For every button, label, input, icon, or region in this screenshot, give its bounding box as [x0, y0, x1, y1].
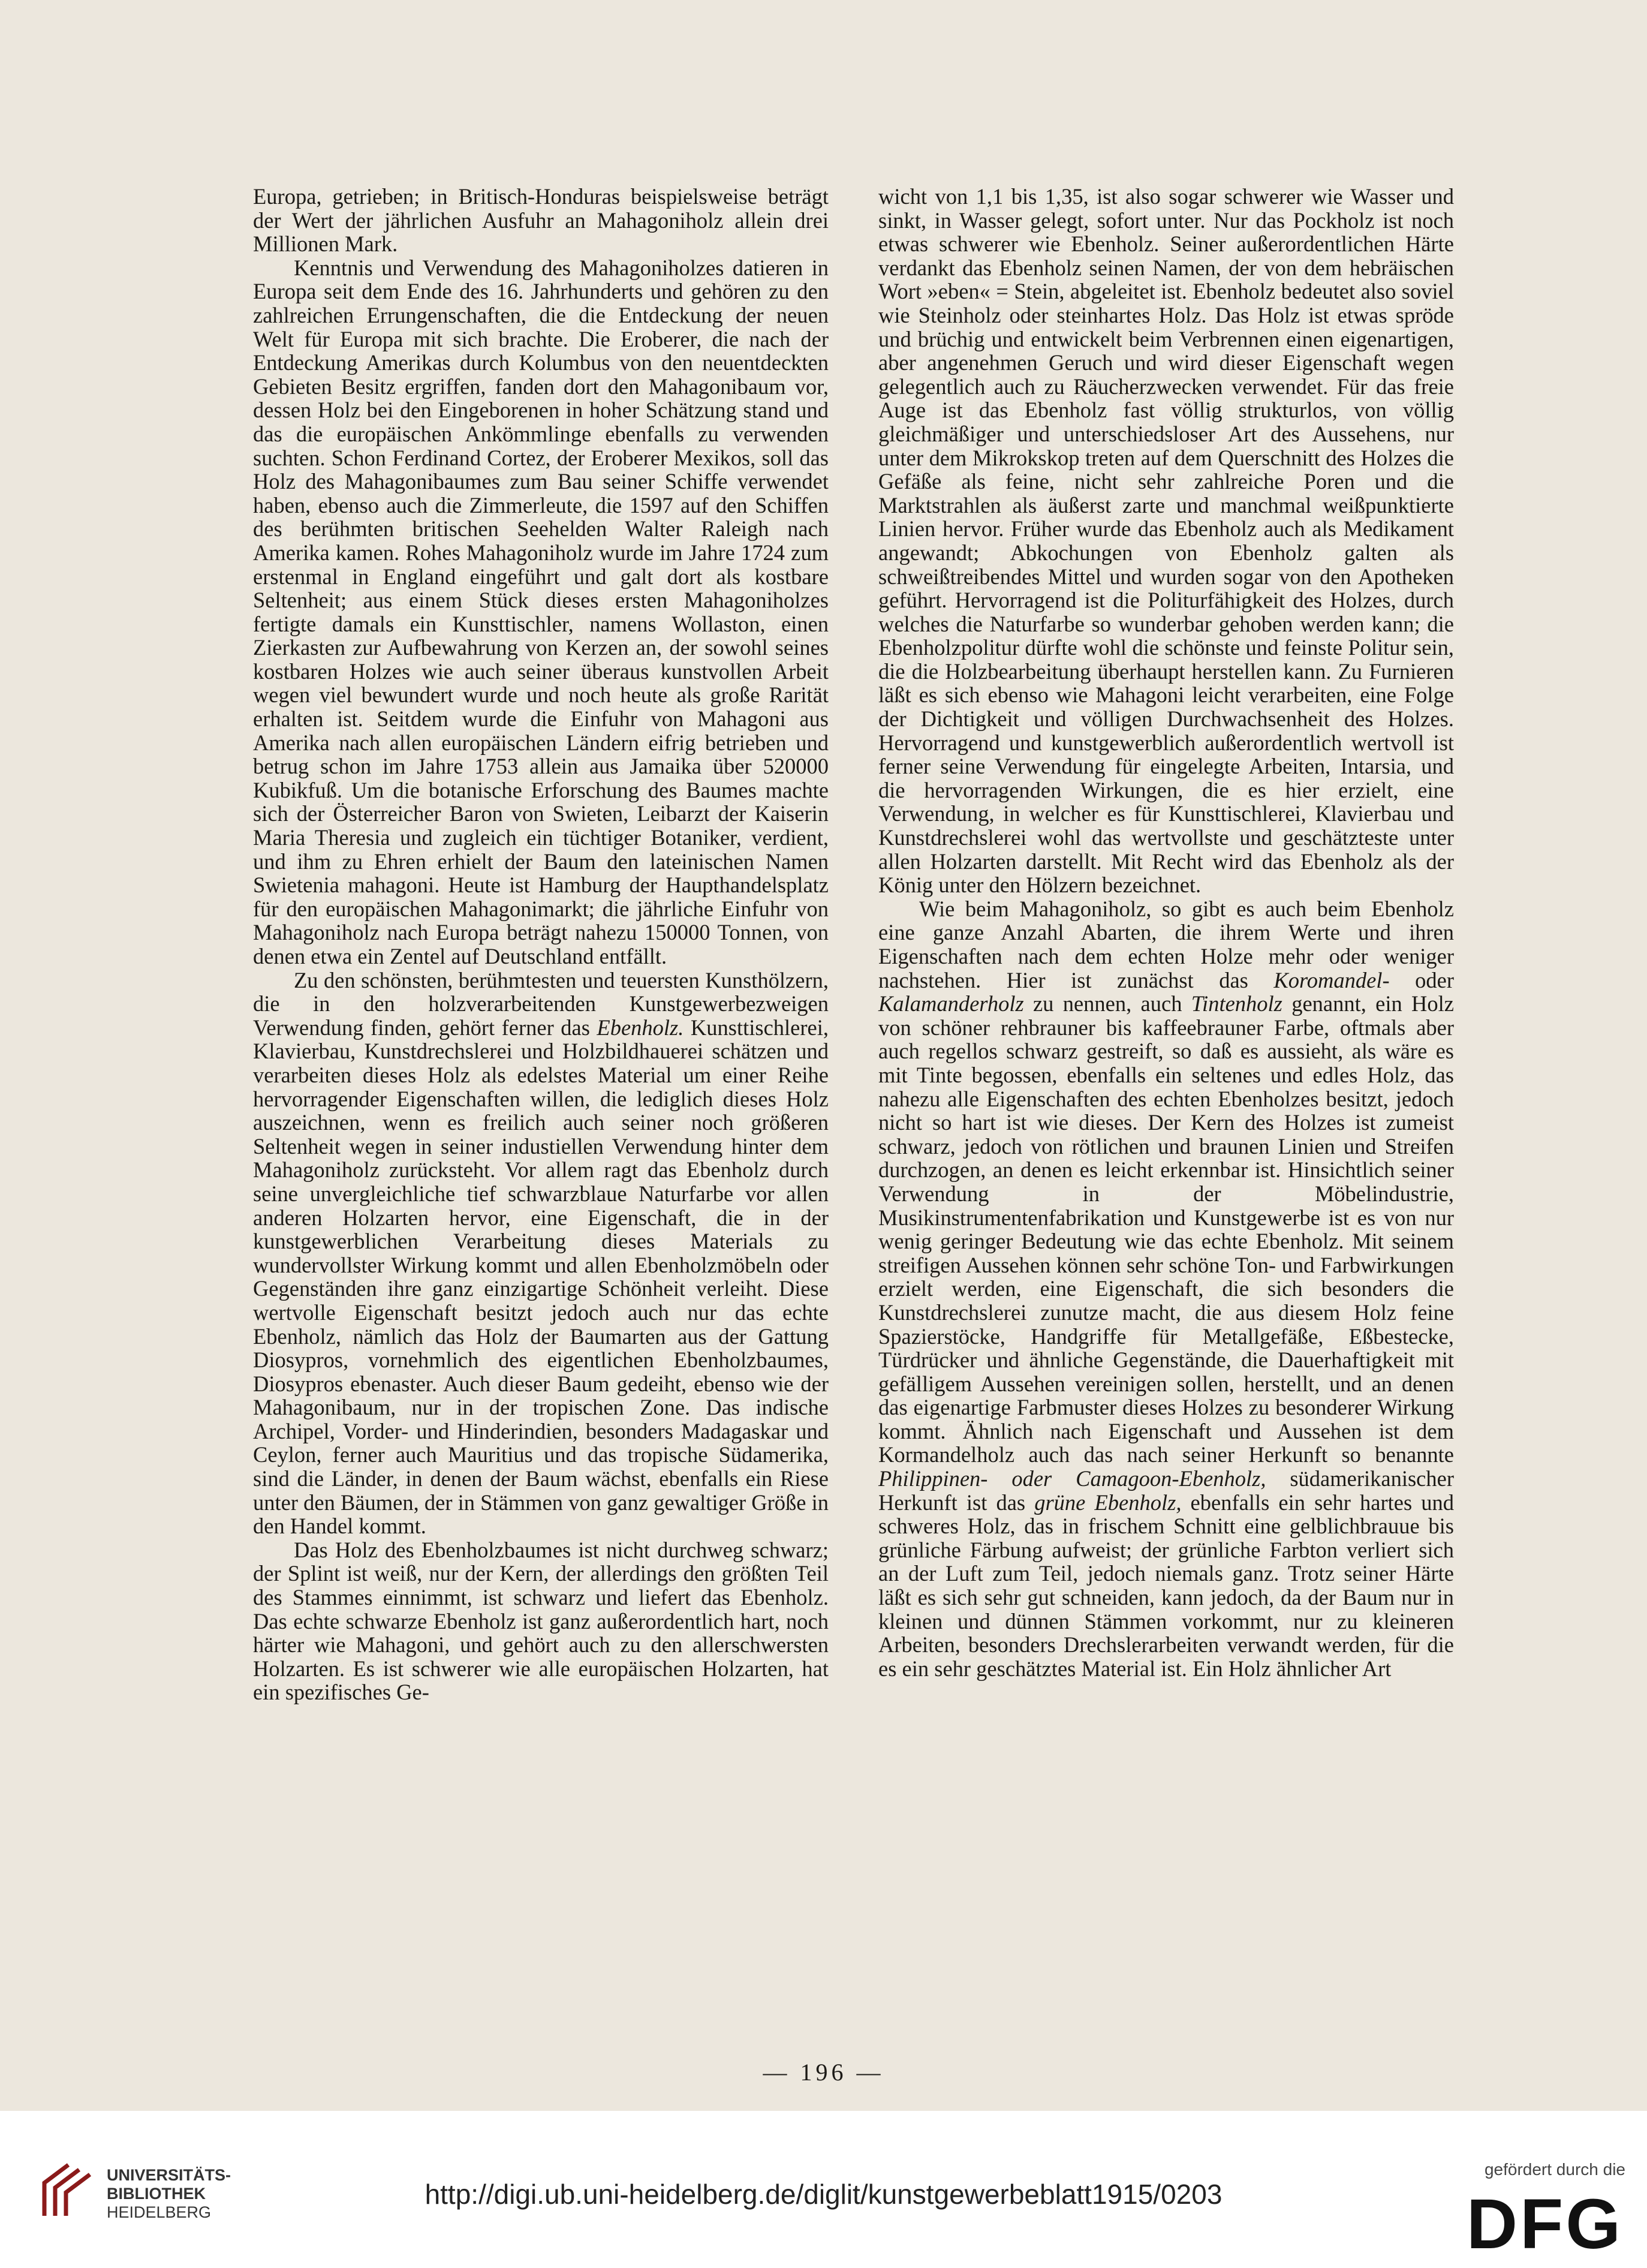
- paragraph: Zu den schönsten, berühmtesten und teuersten Kunsthölzern, die in den holzverarbeitenden Kunstgewerbezweigen Verwendung finden, gehört ferner das Ebenholz. Kunsttischlerei, Klavierbau, Kunstdrechslerei und Holzbildhauerei schätzen und verarbeiten dieses Holz als edelstes Material um einer Reihe hervorragender Eigenschaften willen, die lediglich dieses Holz auszeichnen, wenn es freilich auch seiner noch größeren Seltenheit wegen in seiner industiellen Verwendung hinter dem Mahagoniholz zurücksteht. Vor allem ragt das Ebenholz durch seine unvergleichliche tief schwarzblaue Naturfarbe vor allen anderen Holzarten hervor, eine Eigenschaft, die in der kunstgewerblichen Verarbeitung dieses Materials zu wundervollster Wirkung kommt und allen Ebenholzmöbeln oder Gegenständen ihre ganz einzigartige Schönheit verleiht. Diese wertvolle Eigenschaft besitzt jedoch auch nur das echte Ebenholz, nämlich das Holz der Baumarten aus der Gattung Diosypros, vornehmlich des eigentlichen Ebenholzbaumes, Diosypros ebenaster. Auch dieser Baum gedeiht, ebenso wie der Mahagonibaum, nur in der tropischen Zone. Das indische Archipel, Vorder- und Hinderindien, besonders Madagaskar und Ceylon, ferner auch Mauritius und das tropische Südamerika, sind die Länder, in denen der Baum wächst, ebenfalls ein Riese unter den Bäumen, der in Stämmen von ganz gewaltiger Größe in den Handel kommt.: [253, 967, 829, 1539]
- library-name-line: HEIDELBERG: [107, 2203, 212, 2221]
- digitization-footer: [0, 2111, 1647, 2268]
- left-text-column: [253, 185, 829, 1704]
- library-name-line: BIBLIOTHEK: [107, 2185, 206, 2203]
- paragraph: Kenntnis und Verwendung des Mahagoniholzes datieren in Europa seit dem Ende des 16. Jahrhunderts und gehören zu den zahlreichen Errungenschaften, die die Entdeckung der neuen Welt für Europa mit sich brachte. Die Eroberer, die nach der Entdeckung Amerikas durch Kolumbus von den neuentdeckten Gebieten Besitz ergriffen, fanden dort den Mahagonibaum vor, dessen Holz bei den Eingeborenen in hoher Schätzung stand und das die europäischen Ankömmlinge ebenfalls zu verwenden suchten. Schon Ferdinand Cortez, der Eroberer Mexikos, soll das Holz des Mahagonibaumes zum Bau seiner Schiffe verwendet haben, ebenso auch die Zimmerleute, die 1597 auf den Schiffen des berühmten britischen Seehelden Walter Raleigh nach Amerika kamen. Rohes Mahagoniholz wurde im Jahre 1724 zum erstenmal in England eingeführt und galt dort als kostbare Seltenheit; aus einem Stück dieses ersten Mahagoniholzes fertigte damals ein Kunsttischler, namens Wollaston, einen Zierkasten zur Aufbewahrung von Kerzen an, der sowohl seines kostbaren Holzes wie auch seiner überaus kunstvollen Arbeit wegen viel bewundert wurde und noch heute als große Rarität erhalten ist. Seitdem wurde die Einfuhr von Mahagoni aus Amerika nach allen europäischen Ländern eifrig betrieben und betrug schon im Jahre 1753 allein aus Jamaika über 520000 Kubikfuß. Um die botanische Erforschung des Baumes machte sich der Österreicher Baron von Swieten, Leibarzt der Kaiserin Maria Theresia und zugleich ein tüchtiger Botaniker, verdient, und ihm zu Ehren erhielt der Baum den lateinischen Namen Swietenia mahagoni. Heute ist Hamburg der Haupthandelsplatz für den europäischen Mahagonimarkt; die jährliche Einfuhr von Mahagoniholz nach Europa beträgt nahezu 150000 Tonnen, von denen etwa ein Zentel auf Deutschland entfällt.: [253, 255, 829, 968]
- paragraph: Europa, getrieben; in Britisch-Honduras beispielsweise beträgt der Wert der jährlichen Ausfuhr an Mahagoniholz allein drei Millionen Mark.: [253, 184, 829, 257]
- dfg-logo: DFG: [1466, 2185, 1623, 2264]
- library-name-line: UNIVERSITÄTS-: [107, 2166, 231, 2184]
- page-number: — 196 —: [763, 2059, 884, 2086]
- paragraph: Das Holz des Ebenholzbaumes ist nicht durchweg schwarz; der Splint ist weiß, nur der Kern, der allerdings den größten Teil des Stammes einnimmt, ist schwarz und liefert das Ebenholz. Das echte schwarze Ebenholz ist ganz außerordentlich hart, noch härter wie Mahagoni, und gehört auch zu den allerschwersten Holzarten. Es ist schwerer wie alle europäischen Holzarten, hat ein spezifisches Ge-: [253, 1537, 829, 1705]
- funded-by-label: gefördert durch die: [1484, 2160, 1625, 2179]
- paragraph: wicht von 1,1 bis 1,35, ist also sogar schwerer wie Wasser und sinkt, in Wasser gelegt, sofort unter. Nur das Pockholz ist noch etwas schwerer wie Ebenholz. Seiner außerordentlichen Härte verdankt das Ebenholz seinen Namen, der von dem hebräischen Wort »eben« = Stein, abgeleitet ist. Ebenholz bedeutet also soviel wie Steinholz oder steinhartes Holz. Das Holz ist etwas spröde und brüchig und entwickelt beim Verbrennen einen eigenartigen, aber angenehmen Geruch und wird dieser Eigenschaft wegen gelegentlich auch zu Räucherzwecken verwendet. Für das freie Auge ist das Ebenholz fast völlig strukturlos, von völlig gleichmäßiger und unterschiedsloser Art des Aussehens, nur unter dem Mikrokskop treten auf dem Querschnitt des Holzes die Gefäße als feine, nicht sehr zahlreiche Poren und die Marktstrahlen als äußerst zarte und manchmal weißpunktierte Linien hervor. Früher wurde das Ebenholz auch als Medikament angewandt; Abkochungen von Ebenholz galten als schweißtreibendes Mittel und wurden sogar von den Apotheken geführt. Hervorragend ist die Politurfähigkeit des Holzes, durch welches die Naturfarbe so wunderbar gehoben werden kann; die Ebenholzpolitur dürfte wohl die schönste und feinste Politur sein, die die Holzbearbeitung überhaupt herstellen kann. Zu Furnieren läßt es sich ebenso wie Mahagoni leicht verarbeiten, eine Folge der Dichtigkeit und völligen Durchwachsenheit des Holzes. Hervorragend und kunstgewerblich außerordentlich wertvoll ist ferner seine Verwendung für eingelegte Arbeiten, Intarsia, und die hervorragenden Wirkungen, die es hier erzielt, eine Verwendung, in welcher es für Kunsttischlerei, Klavierbau und Kunstdrechslerei wohl das wertvollste und geschätzteste unter allen Holzarten darstellt. Mit Recht wird das Ebenholz als der König unter den Hölzern bezeichnet.: [878, 184, 1454, 898]
- source-url-link[interactable]: http://digi.ub.uni-heidelberg.de/diglit/kunstgewerbeblatt1915/0203: [424, 2179, 1223, 2210]
- paragraph: Wie beim Mahagoniholz, so gibt es auch beim Ebenholz eine ganze Anzahl Abarten, die ihrem Werte und ihren Eigenschaften nach dem echten Holze mehr oder weniger nachstehen. Hier ist zunächst das Koromandel- oder Kalamanderholz zu nennen, auch Tintenholz genannt, ein Holz von schöner rehbrauner bis kaffeebrauner Farbe, oftmals aber auch regellos schwarz gestreift, so daß es aussieht, als wäre es mit Tinte begossen, ebenfalls ein seltenes und edles Holz, das nahezu alle Eigenschaften des echten Ebenholzes besitzt, jedoch nicht so hart ist wie dieses. Der Kern des Holzes ist zumeist schwarz, jedoch von rötlichen und braunen Linien und Streifen durchzogen, an denen es leicht erkennbar ist. Hinsichtlich seiner Verwendung in der Möbelindustrie, Musikinstrumentenfabrikation und Kunstgewerbe ist es von nur wenig geringer Bedeutung wie das echte Ebenholz. Mit seinem streifigen Aussehen können sehr schöne Ton- und Farbwirkungen erzielt werden, eine Eigenschaft, die sich besonders die Kunstdrechslerei zunutze macht, die aus diesem Holz feine Spazierstöcke, Handgriffe für Metallgefäße, Eßbestecke, Türdrücker und ähnliche Gegenstände, die Dauerhaftigkeit mit gefälligem Aussehen vereinigen sollen, herstellt, und an denen das eigenartige Farbmuster dieses Holzes zu besonderer Wirkung kommt. Ähnlich nach Eigenschaft und Aussehen ist dem Kormandelholz auch das nach seiner Herkunft so benannte Philippinen- oder Camagoon-Ebenholz, südamerikanischer Herkunft ist das grüne Ebenholz, ebenfalls ein sehr hartes und schweres Holz, das in frischem Schnitt eine gelblichbrauue bis grünliche Färbung aufweist; der grünliche Farbton verliert sich an der Luft zum Teil, jedoch niemals ganz. Trotz seiner Härte läßt es sich sehr gut schneiden, kann jedoch, da der Baum nur in kleinen und dünnen Stämmen vorkommt, nur zu kleineren Arbeiten, besonders Drechslerarbeiten verwandt werden, für die es ein sehr geschätztes Material ist. Ein Holz ähnlicher Art: [878, 896, 1455, 1681]
- right-text-column: [878, 185, 1454, 1680]
